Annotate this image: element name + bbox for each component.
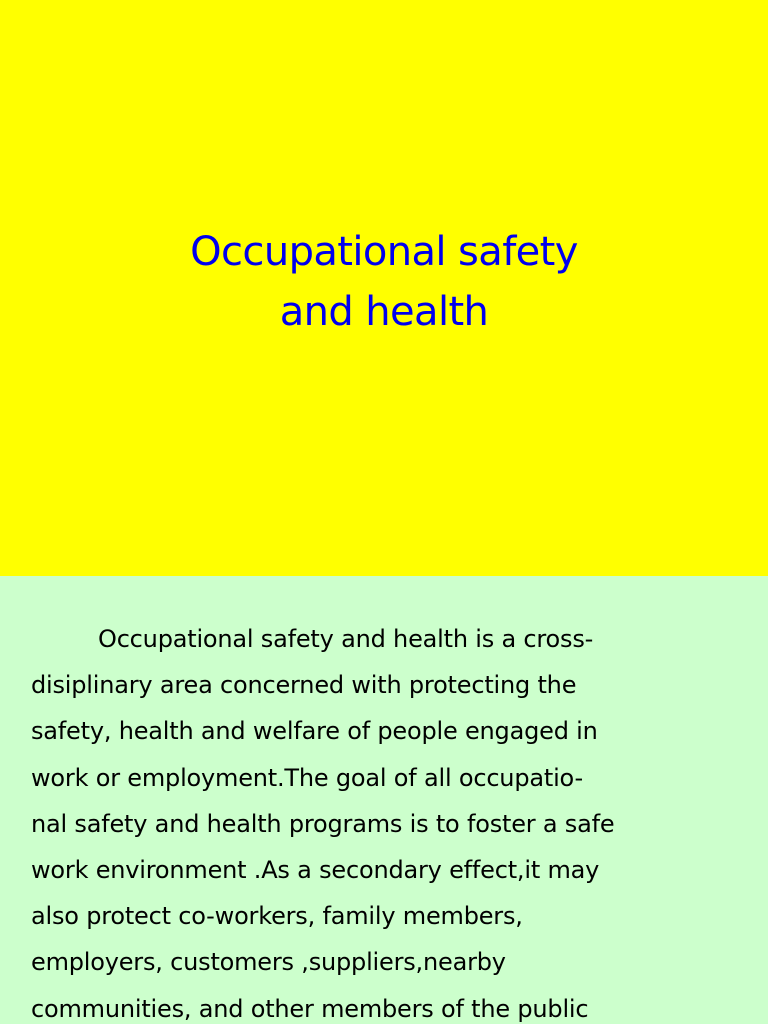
title-line: Occupational safety (190, 229, 578, 275)
body-line: safety, health and welfare of people engaged in (31, 717, 598, 746)
body-paragraph (31, 616, 614, 1024)
content-slide (0, 576, 768, 1024)
body-line: employers, customers ,suppliers,nearby (31, 948, 506, 977)
slide-title (0, 222, 768, 342)
body-line: work or employment.The goal of all occupatio- (31, 763, 583, 792)
body-line: work environment .As a secondary effect,it may (31, 856, 600, 885)
body-line: disiplinary area concerned with protecting the (31, 671, 577, 700)
title-line: and health (279, 289, 489, 335)
body-line: communities, and other members of the public (31, 994, 589, 1023)
body-line: nal safety and health programs is to foster a safe (31, 809, 615, 838)
body-line: also protect co-workers, family members, (31, 902, 523, 931)
body-line: Occupational safety and health is a cross- (98, 625, 594, 653)
